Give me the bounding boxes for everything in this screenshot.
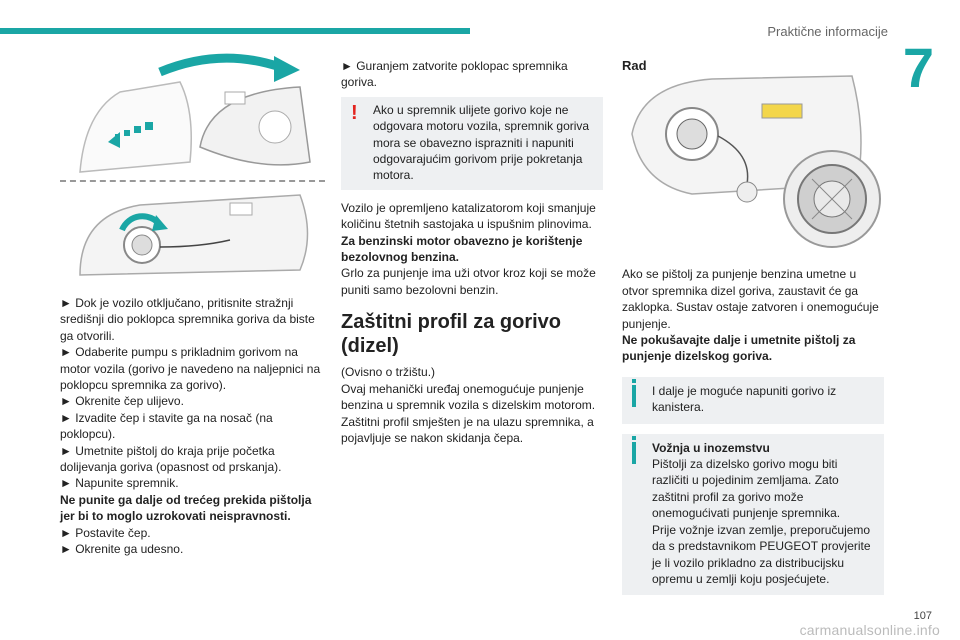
subsection-heading: Rad (622, 58, 647, 73)
bold-note: Ne punite ga dalje od trećeg prekida pištolja jer bi to moglo uzrokovati neispravnosti. (60, 492, 312, 524)
column-1 (60, 295, 325, 558)
warning-text: Ako u spremnik ulijete gorivo koje ne odgovara motoru vozila, spremnik goriva mora se obavezno isprazniti i napuniti odgovarajućim gorivom prije pokretanja motora. (373, 102, 590, 183)
instruction-line: ► Okrenite čep ulijevo. (60, 394, 184, 409)
info-box-canister (622, 377, 884, 424)
info-icon (632, 442, 636, 464)
paragraph: Ako se pištolj za punjenje benzina umetne u otvor spremnika dizel goriva, zaustavit će ga zaklopka. Sustav ostaje zatvoren i onemogućuje punjenje. (622, 267, 879, 331)
instruction-line: ► Umetnite pištolj do kraja prije početka dolijevanja goriva (opasnost od prskanja). (60, 443, 282, 475)
info-title: Vožnja u inozemstvu (652, 440, 770, 455)
bold-paragraph: Ne pokušavajte dalje i umetnite pištolj za punjenje dizelskog goriva. (622, 333, 856, 364)
watermark: carmanualsonline.info (799, 622, 940, 638)
instruction-line: ► Izvadite čep i stavite ga na nosač (na poklopcu). (60, 410, 273, 442)
warning-box (341, 97, 603, 190)
paragraph: (Ovisno o tržištu.) (341, 365, 436, 380)
paragraph: Vozilo je opremljeno katalizatorom koji smanjuje količinu štetnih sastojaka u ispušnim plinovima. (341, 200, 596, 232)
paragraph: Grlo za punjenje ima uži otvor kroz koji se može puniti samo bezolovni benzin. (341, 266, 596, 297)
info-text: Prije vožnje izvan zemlje, preporučujemo da s predstavnikom PEUGEOT provjerite je li vozilo prikladno za distribucijsku opremu u zemlji koju posjećujete. (652, 522, 871, 586)
info-text: Pištolji za dizelsko gorivo mogu biti različiti u pojedinim zemljama. Zato zaštitni profil za gorivo može onemogućivati punjenje spremnika. (652, 457, 841, 521)
instruction-line: ► Okrenite ga udesno. (60, 542, 184, 557)
info-box-abroad (622, 434, 884, 596)
paragraph: Ovaj mehanički uređaj onemogućuje punjenje benzina u spremnik vozila s dizelskim motorom. (341, 381, 596, 413)
instruction-line: ► Napunite spremnik. (60, 476, 179, 491)
section-heading: Zaštitni profil za gorivo (dizel) (341, 311, 562, 358)
instruction-line: ► Odaberite pumpu s prikladnim gorivom na motor vozila (gorivo je navedeno na naljepnici na poklopcu spremnika za gorivo). (60, 345, 321, 393)
instruction-line: ► Dok je vozilo otključano, pritisnite stražnji središnji dio poklopca spremnika goriva da biste ga otvorili. (60, 296, 315, 343)
info-icon (632, 385, 636, 407)
chapter-number: 7 (902, 36, 934, 99)
fuel-flap-open-illustration (60, 52, 325, 180)
instruction-line: ► Postavite čep. (60, 525, 151, 540)
column-3 (622, 58, 884, 605)
diesel-inlet-illustration (622, 74, 884, 254)
fuel-cap-turn-illustration (60, 185, 325, 285)
section-title: Praktične informacije (767, 24, 888, 39)
warning-exclamation-icon: ! (351, 101, 358, 124)
intro-line: ► Guranjem zatvorite poklopac spremnika goriva. (341, 59, 568, 90)
paragraph: Zaštitni profil smješten je na ulazu spremnika, a pojavljuje se nakon skidanja čepa. (341, 414, 594, 445)
bold-paragraph: Za benzinski motor obavezno je korištenje bezolovnog benzina. (341, 233, 583, 265)
header-accent-bar (0, 28, 470, 34)
column-2 (341, 58, 603, 446)
page-number: 107 (913, 610, 932, 622)
illustration-divider (60, 180, 325, 182)
info-text: I dalje je moguće napuniti gorivo iz kanistera. (652, 383, 837, 415)
